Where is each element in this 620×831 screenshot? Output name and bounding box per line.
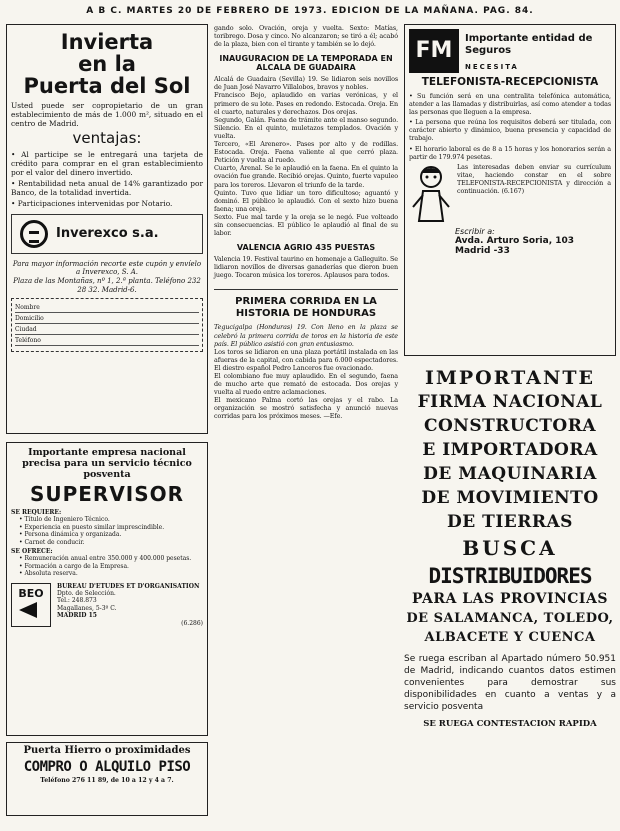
ad-title-2: en la [78,52,136,77]
alcala-p3: Segundo, Galán. Faena de trámite ante el manso segundo. Silencio. En el quinto, muletazos templados. Ovación y vuelta. [214,115,398,140]
page-header: A B C. MARTES 20 DE FEBRERO DE 1973. EDICION DE LA MAÑANA. PAG. 84. [86,6,534,16]
fm-logo: FM [409,29,459,73]
maq-line-3: CONSTRUCTORA [423,416,597,436]
offer-2: • Formación a cargo de la Empresa. [19,562,129,570]
beo-name: BUREAU D'ETUDES ET D'ORGANISATION [57,582,200,590]
alcala-p1: Alcalá de Guadaira (Sevilla) 19. Se lidiaron seis novillos de Juan José Navarro Villalobos, bravos y nobles. [214,75,398,92]
supervisor-title: SUPERVISOR [29,482,185,506]
seguros-job: TELEFONISTA-RECEPCIONISTA [421,76,599,88]
left-column [6,24,208,816]
maq-line-5: DE MAQUINARIA [423,464,597,484]
beo-ref: (6.286) [181,619,203,627]
alcala-p2: Francisco Bejo, aplaudido en varias verónicas, y el primero de su lote. Pases en redondo. Estocada. Oreja. En el cuarto, naturales y derechazos. Dos orejas. [214,91,398,116]
offer-heading: SE OFRECE: [11,548,53,556]
beo-city: MADRID 15 [57,612,97,620]
contact-addr-1: Avda. Arturo Soria, 103 [455,235,575,246]
piso-line-3: Teléfono 276 11 89, de 10 a 12 y 4 a 7. [40,777,174,785]
supervisor-lead: Importante empresa nacional precisa para un servicio técnico posventa [22,447,192,480]
offer-3: • Absoluta reserva. [19,570,78,578]
sol-investment-ad [6,24,208,434]
beo-tel: Tel.: 248.873 [57,597,97,605]
seguros-b2: • La persona que reúna los requisitos deberá ser titulada, con carácter abierto y dinámico, buena presencia y capacidad de trabajo. [409,118,611,143]
maq-prov-3: ALBACETE Y CUENCA [424,630,596,645]
req-3: • Persona dinámica y organizada. [19,531,122,539]
news-column [214,24,398,421]
beo-dept: Dpto. de Selección. [57,590,116,598]
seguros-title: Importante entidad de Seguros [465,33,593,56]
maq-line-7: DE TIERRAS [447,512,573,532]
beo-logo-text: BEO [18,586,44,600]
ventajas-heading: ventajas: [72,129,142,148]
valencia-p: Valencia 19. Festival taurino en homenaje a Galleguito. Se lidiaron novillos de diversas ganaderías que dieron buen juego. Tocaron música los toreros. Aplausos para todos. [214,255,398,280]
section-honduras: PRIMERA CORRIDA EN LA HISTORIA DE HONDURAS [235,296,377,320]
req-2: • Experiencia en puesto similar imprescindible. [19,523,165,531]
honduras-p3: El colombiano fue muy aplaudido. En el segundo, faena de mucho arte que remató de estocada. Dos orejas y vuelta al ruedo entre aclamaciones. [214,372,398,397]
ad-intro: Usted puede ser copropietario de un gran establecimiento de más de 1.000 m², situado en el centro de Madrid. [11,101,203,129]
req-1: • Título de Ingeniero Técnico. [19,516,110,524]
benefit-1: • Al participe se le entregará una tarjeta de crédito para comprar en el gran establecimiento por el valor del dinero invertido. [11,149,203,177]
req-heading: SE REQUIERE: [11,509,62,516]
req-4: • Carnet de conducir. [19,538,85,546]
maq-line-2: FIRMA NACIONAL [417,392,603,412]
seguros-necesita: NECESITA [465,63,519,71]
piso-line-1: Puerta Hierro o proximidades [23,745,191,756]
right-column [404,24,616,729]
piso-ad [6,742,208,816]
maq-busca: BUSCA [462,536,558,560]
beo-block [11,583,203,627]
honduras-p2: Los toros se lidiaron en una plaza portátil instalada en las afueras de la capital, con cabida para 6.000 espectadores. El diestro español Pedro Lanceros fue ovacionado. [214,347,398,372]
more-info: Para mayor información recorte este cupón y envíelo a Inverexco, S. A. [12,259,202,277]
cartoon-man-icon [409,163,453,223]
maq-line-1: IMPORTANTE [424,367,596,389]
maq-distribuidores: DISTRIBUIDORES [428,564,592,588]
coupon-name[interactable]: Nombre [15,304,199,313]
alcala-p5: Cuarto, Arenal. Se le aplaudió en la faena. En el quinto la ovación fue grande. Recibió orejas. Quinto, fuerte vapuleo para los toreros. Llevaron el triunfo de la tarde. [214,164,398,189]
maq-line-6: DE MOVIMIENTO [421,488,599,508]
maq-prov-1: PARA LAS PROVINCIAS [412,591,608,607]
beo-logo [11,583,51,627]
coupon-address[interactable]: Domicilio [15,315,199,324]
seguros-b4: Las interesadas deben enviar su currículum vitae, haciendo constar en el sobre TELEFONISTA-RECEPCIONISTA y dirección a continuación. (6.167) [457,162,611,196]
offer-1: • Remuneración anual entre 350.000 y 400.000 pesetas. [19,555,192,563]
maq-line-4: E IMPORTADORA [422,440,598,460]
benefit-3: • Participaciones intervenidas por Notario. [11,198,173,208]
ad-title-3: Puerta del Sol [23,74,191,99]
divider [214,289,398,290]
seguros-b1: • Su función será en una centralita telefónica automática, atender a las llamadas y distribuirlas, así como atender a todas las personas que lleguen a la empresa. [409,92,611,117]
beo-arrow-icon [17,600,45,620]
maquinaria-ad [404,366,616,729]
inverexco-logo-icon [20,220,48,248]
supervisor-ad [6,442,208,736]
news-top: gando solo. Ovación, oreja y vuelta. Sexto: Matías, toribrego. Dosa y cinco. No alcanzaron; se tiró a él; acabó de la plaza, bien con el tirante y también se lo dejó. [214,24,398,49]
ad-title-1: Invierta [60,30,154,54]
seguros-b3: • El horario laboral es de 8 a 15 horas y los honorarios serán a partir de 179.974 pesetas. [409,144,611,161]
piso-line-2: COMPRO O ALQUILO PISO [23,758,191,775]
coupon-city[interactable]: Ciudad [15,326,199,335]
coupon-phone[interactable]: Teléfono [15,337,199,346]
alcala-p4: Tercero, «El Arenero». Pases por alto y de rodillas. Estocada. Oreja. Faena valiente al que cerró plaza. Petición y vuelta al ruedo. [214,140,398,165]
coupon [11,298,203,352]
inverexco-logo [11,214,203,254]
inverexco-address: Plaza de las Montañas, nº 1, 2.ª planta. Teléfono 232 28 32. Madrid-6. [13,277,201,294]
contact-label: Escribir a: [455,226,495,236]
beo-street: Magallanes, 5-3º C. [57,604,117,612]
benefit-2: • Rentabilidad neta anual de 14% garantizado por Banco, de la totalidad invertida. [11,178,203,197]
alcala-p7: Sexto. Fue mal tarde y la oreja se le negó. Fue volteado sin consecuencias. El público le aplaudió al final de su labor. [214,212,398,238]
alcala-p6: Quinto. Tuvo que lidiar un toro dificultoso; aguantó y dominó. El público le aplaudió. Con el sexto hizo buena faena; una oreja. [214,188,398,213]
maq-foot: SE RUEGA CONTESTACION RAPIDA [423,719,597,729]
maq-prov-2: DE SALAMANCA, TOLEDO, [406,611,614,626]
contact-addr-2: Madrid -33 [455,245,510,256]
seguros-contact [455,227,611,256]
honduras-p4: El mexicano Palma cortó las orejas y el rabo. La organización se mostró satisfecha y anunció nuevas corridas para los próximos meses. —Efe. [214,396,398,421]
maq-body: Se ruega escriban al Apartado número 50.951 de Madrid, indicando cuantos datos estimen convenientes para demostrar sus disponibilidades en cuanto a ventas y a servicio posventa [404,654,616,712]
section-valencia: VALENCIA AGRIO 435 PUESTAS [236,243,376,253]
honduras-p1: Tegucigalpa (Honduras) 19. Con lleno en la plaza se celebró la primera corrida de toros en la historia de este país. El público asistió con gran entusiasmo. [214,323,398,348]
inverexco-brand: Inverexco s.a. [56,226,159,242]
seguros-ad [404,24,616,356]
section-alcala: INAUGURACION DE LA TEMPORADA EN ALCALA DE GUADAIRA [219,54,393,73]
